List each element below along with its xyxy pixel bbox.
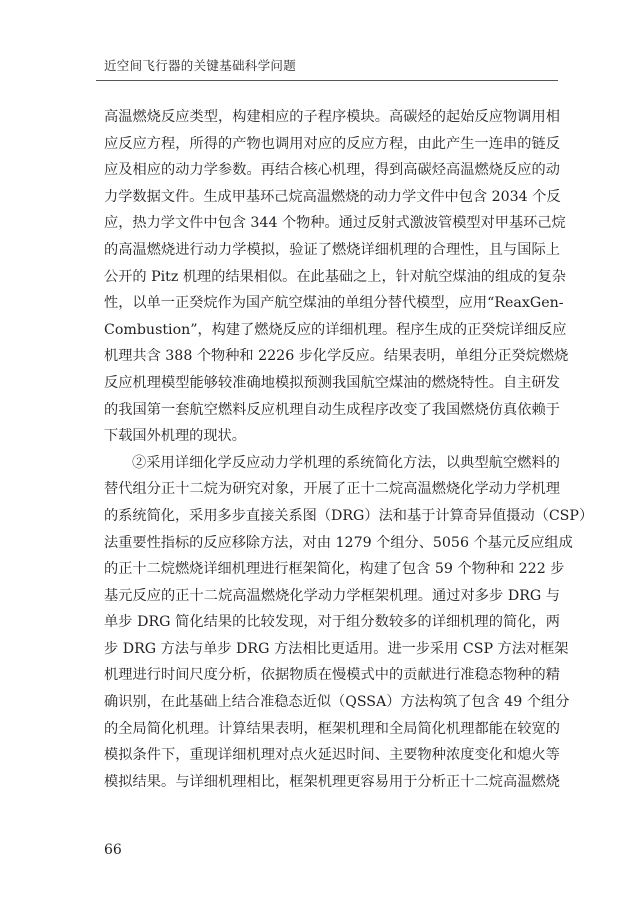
text-line: 公开的 Pitz 机理的结果相似。在此基础之上，针对航空煤油的组成的复杂 <box>104 268 566 285</box>
page-number: 66 <box>104 842 122 858</box>
text-line: 模拟结果。与详细机理相比，框架机理更容易用于分析正十二烷高温燃烧 <box>104 773 560 790</box>
text-line: 高温燃烧反应类型，构建相应的子程序模块。高碳烃的起始反应物调用相 <box>104 109 560 125</box>
text-line: 的系统简化，采用多步直接关系图（DRG）法和基于计算奇异值摄动（CSP） <box>104 507 594 524</box>
text-line: 基元反应的正十二烷高温燃烧化学动力学框架机理。通过对多步 DRG 与 <box>104 587 560 604</box>
paragraph <box>104 104 569 450</box>
text-line: 性，以单一正癸烷作为国产航空煤油的单组分替代模型，应用“ReaxGen- <box>104 295 564 312</box>
text-line: 步 DRG 方法与单步 DRG 方法相比更适用。进一步采用 CSP 方法对框架 <box>104 640 569 657</box>
text-line: 的高温燃烧进行动力学模拟，验证了燃烧详细机理的合理性，且与国际上 <box>104 241 560 258</box>
text-line: 确识别，在此基础上结合准稳态近似（QSSA）方法构筑了包含 49 个组分 <box>104 694 570 711</box>
text-line: 模拟条件下，重现详细机理对点火延迟时间、主要物种浓度变化和熄火等 <box>104 747 560 764</box>
body-text <box>104 104 594 795</box>
text-line: 应反应方程，所得的产物也调用对应的反应方程，由此产生一连串的链反 <box>104 135 560 152</box>
text-line: 的全局简化机理。计算结果表明，框架机理和全局简化机理都能在较宽的 <box>104 720 560 737</box>
text-line: ②采用详细化学反应动力学机理的系统简化方法，以典型航空燃料的 <box>132 454 560 471</box>
text-line: 单步 DRG 简化结果的比较发现，对于组分数较多的详细机理的简化，两 <box>104 614 560 631</box>
text-line: 替代组分正十二烷为研究对象，开展了正十二烷高温燃烧化学动力学机理 <box>104 481 560 498</box>
text-line: 下载国外机理的现状。 <box>104 428 246 445</box>
text-line: 的我国第一套航空燃料反应机理自动生成程序改变了我国燃烧仿真依赖于 <box>104 401 560 418</box>
paragraph <box>104 450 594 796</box>
text-line: 反应机理模型能够较准确地模拟预测我国航空煤油的燃烧特性。自主研发 <box>104 374 560 391</box>
text-line: 应及相应的动力学参数。再结合核心机理，得到高碳烃高温燃烧反应的动 <box>104 162 560 179</box>
header-rule <box>96 80 558 81</box>
text-line: 力学数据文件。生成甲基环己烷高温燃烧的动力学文件中包含 2034 个反 <box>104 188 561 205</box>
running-header: 近空间飞行器的关键基础科学问题 <box>104 58 297 73</box>
text-line: 应，热力学文件中包含 344 个物种。通过反射式激波管模型对甲基环己烷 <box>104 215 566 232</box>
text-line: Combustion”，构建了燃烧反应的详细机理。程序生成的正癸烷详细反应 <box>104 321 567 338</box>
text-line: 的正十二烷燃烧详细机理进行框架简化，构建了包含 59 个物种和 222 步 <box>104 561 565 578</box>
text-line: 机理共含 388 个物种和 2226 步化学反应。结果表明，单组分正癸烷燃烧 <box>104 348 569 365</box>
text-line: 机理进行时间尺度分析，依据物质在慢模式中的贡献进行准稳态物种的精 <box>104 667 560 684</box>
text-line: 法重要性指标的反应移除方法，对由 1279 个组分、5056 个基元反应组成 <box>104 534 573 551</box>
